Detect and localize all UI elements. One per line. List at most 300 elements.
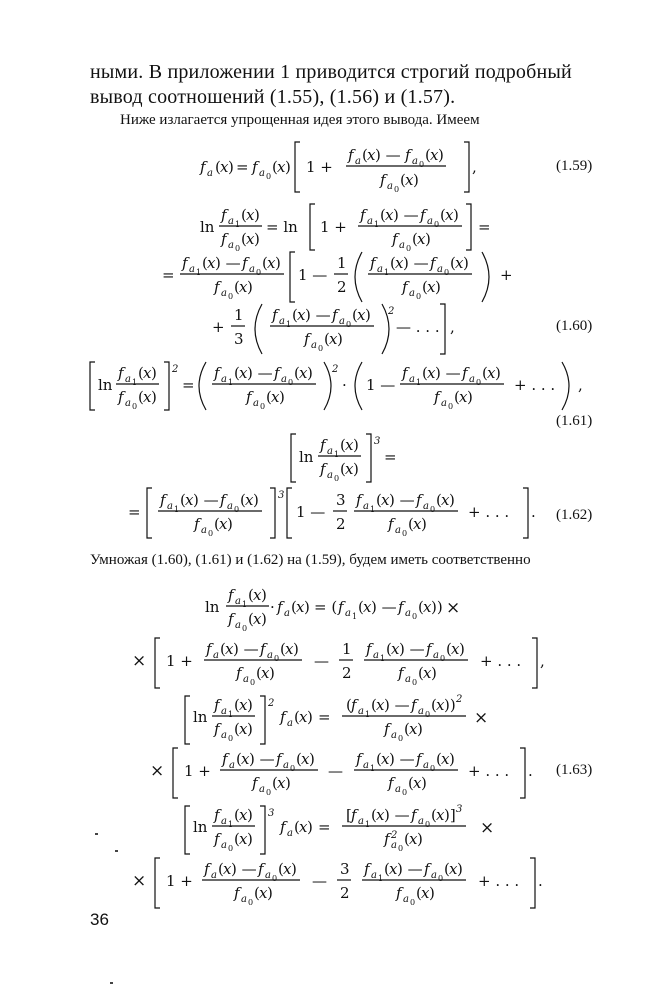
svg-text:(: ( [422, 364, 428, 382]
svg-text:3: 3 [278, 490, 285, 501]
svg-text:x: x [329, 330, 338, 348]
svg-text:ln: ln [299, 448, 314, 466]
svg-text:= ln: = ln [266, 218, 298, 236]
svg-text:a: a [327, 470, 333, 481]
svg-text:f: f [252, 774, 258, 792]
svg-text:(: ( [418, 598, 424, 616]
svg-text:ln: ln [205, 598, 220, 616]
svg-text:0: 0 [412, 678, 418, 687]
svg-text:1 +: 1 + [184, 762, 211, 780]
svg-text:f: f [380, 171, 386, 189]
svg-text:): ) [151, 364, 157, 382]
svg-text:x: x [445, 206, 454, 224]
svg-text:) —: ) — [397, 860, 423, 878]
svg-text:): ) [431, 664, 437, 682]
svg-text:) —: ) — [371, 598, 397, 616]
svg-text:0: 0 [290, 764, 296, 773]
svg-text:0: 0 [448, 402, 454, 411]
svg-text:x: x [261, 664, 270, 682]
svg-text:1: 1 [234, 306, 244, 324]
svg-text:1: 1 [342, 640, 352, 658]
svg-text:): ) [228, 158, 234, 176]
svg-text:): ) [285, 158, 291, 176]
svg-text:1: 1 [132, 378, 138, 387]
svg-text:a: a [221, 816, 227, 827]
svg-text:0: 0 [346, 320, 352, 329]
svg-text:ln: ln [193, 708, 208, 726]
svg-text:(: ( [408, 774, 414, 792]
svg-text:a: a [284, 608, 290, 619]
svg-text:(: ( [214, 515, 220, 533]
svg-text:x: x [409, 830, 418, 848]
svg-text:): ) [279, 388, 285, 406]
svg-text:a: a [259, 168, 265, 179]
svg-text:) —: ) — [247, 364, 273, 382]
svg-text:): ) [254, 206, 260, 224]
svg-text:(: ( [418, 664, 424, 682]
svg-text:(: ( [390, 254, 396, 272]
svg-text:2: 2 [332, 364, 339, 375]
svg-text:1: 1 [370, 505, 376, 514]
svg-text:1: 1 [374, 220, 380, 229]
svg-text:(: ( [220, 640, 226, 658]
svg-text:x: x [225, 640, 234, 658]
svg-text:): ) [253, 491, 259, 509]
svg-text:a: a [418, 816, 424, 827]
svg-text:1: 1 [174, 505, 180, 514]
svg-text:a: a [377, 264, 383, 275]
svg-text:f: f [214, 830, 220, 848]
equation-1-60 [162, 204, 513, 354]
svg-text:0: 0 [250, 678, 256, 687]
svg-text:(: ( [384, 860, 390, 878]
svg-text:[: [ [346, 806, 352, 824]
svg-text:f: f [320, 460, 326, 478]
svg-text:)]: )] [444, 806, 456, 824]
svg-text:x: x [413, 774, 422, 792]
svg-text:): ) [337, 330, 343, 348]
svg-text:a: a [363, 501, 369, 512]
svg-text:x: x [455, 254, 464, 272]
svg-text:×: × [132, 871, 147, 891]
svg-text:a: a [221, 840, 227, 851]
svg-text:f: f [364, 860, 370, 878]
svg-text:x: x [143, 364, 152, 382]
svg-text:x: x [451, 640, 460, 658]
svg-text:a: a [259, 784, 265, 795]
svg-text:x: x [223, 860, 232, 878]
svg-text:f: f [384, 720, 390, 738]
svg-text:a: a [405, 674, 411, 685]
svg-text:(: ( [296, 750, 302, 768]
svg-text:x: x [405, 171, 414, 189]
svg-text:f: f [416, 750, 422, 768]
svg-text:(: ( [278, 860, 284, 878]
svg-text:f: f [252, 158, 258, 176]
svg-text:(: ( [454, 388, 460, 406]
svg-text:)): )) [431, 598, 443, 616]
svg-text:x: x [413, 515, 422, 533]
text-line-2: вывод соотношений (1.55), (1.56) и (1.57). [90, 86, 456, 108]
svg-text:0: 0 [228, 292, 234, 301]
svg-text:x: x [421, 884, 430, 902]
svg-text:f: f [392, 230, 398, 248]
svg-text:(: ( [340, 460, 346, 478]
svg-text:x: x [357, 306, 366, 324]
svg-text:(: ( [436, 750, 442, 768]
svg-text:a: a [339, 316, 345, 327]
svg-text:(: ( [412, 230, 418, 248]
svg-text:a: a [228, 216, 234, 227]
svg-text:x: x [246, 230, 255, 248]
svg-text:0: 0 [425, 820, 431, 829]
svg-text:a: a [441, 398, 447, 409]
svg-text:(: ( [371, 806, 377, 824]
svg-text:2: 2 [456, 694, 463, 705]
svg-text:ln: ln [200, 218, 215, 236]
svg-text:) —: ) — [403, 254, 429, 272]
svg-text:1: 1 [384, 268, 390, 277]
svg-text:1 +: 1 + [306, 158, 333, 176]
svg-text:=: = [182, 376, 195, 394]
svg-text:=: = [318, 818, 331, 836]
svg-text:x: x [245, 491, 254, 509]
svg-text:.: . [538, 872, 543, 890]
svg-text:f: f [388, 774, 394, 792]
svg-text:f: f [214, 364, 220, 382]
svg-text:(: ( [138, 388, 144, 406]
svg-text:+: + [500, 266, 513, 284]
svg-text:f: f [228, 586, 234, 604]
svg-text:x: x [423, 598, 432, 616]
svg-text:): ) [261, 610, 267, 628]
svg-text:f: f [242, 254, 248, 272]
svg-text:a: a [228, 240, 234, 251]
svg-text:x: x [219, 515, 228, 533]
svg-text:—: — [328, 762, 343, 780]
svg-text:) —: ) — [384, 806, 410, 824]
svg-text:x: x [299, 364, 308, 382]
svg-text:x: x [239, 806, 248, 824]
svg-text:): ) [291, 860, 297, 878]
svg-text:): ) [269, 664, 275, 682]
equation-number-1-62: (1.62) [556, 507, 593, 523]
svg-text:2: 2 [340, 884, 350, 902]
svg-text:f: f [214, 696, 220, 714]
svg-text:1: 1 [378, 874, 384, 883]
svg-text:(: ( [234, 720, 240, 738]
svg-text:=: = [128, 503, 141, 521]
svg-text:a: a [399, 240, 405, 251]
svg-text:0: 0 [334, 474, 340, 483]
svg-text:x: x [185, 491, 194, 509]
svg-text:f: f [411, 806, 417, 824]
svg-text:f: f [462, 364, 468, 382]
svg-text:x: x [296, 598, 305, 616]
svg-text:f: f [388, 515, 394, 533]
svg-text:a: a [437, 264, 443, 275]
svg-text:0: 0 [398, 734, 404, 743]
svg-text:(: ( [218, 860, 224, 878]
svg-text:a: a [201, 525, 207, 536]
svg-text:x: x [430, 146, 439, 164]
svg-text:(: ( [234, 806, 240, 824]
svg-text:f: f [220, 491, 226, 509]
svg-text:2: 2 [388, 306, 395, 317]
equation-1-63 [132, 586, 545, 908]
svg-text:,: , [450, 318, 455, 336]
svg-text:(: ( [482, 364, 488, 382]
svg-text:=: = [384, 448, 397, 466]
svg-text:x: x [241, 750, 250, 768]
svg-text:3: 3 [340, 860, 350, 878]
svg-text:0: 0 [208, 529, 214, 538]
svg-text:a: a [358, 816, 364, 827]
svg-text:): ) [467, 388, 473, 406]
svg-text:(: ( [446, 640, 452, 658]
svg-text:×: × [474, 708, 489, 728]
svg-text:f: f [276, 750, 282, 768]
svg-text:x: x [436, 696, 445, 714]
svg-text:3: 3 [234, 330, 244, 348]
svg-text:0: 0 [318, 344, 324, 353]
svg-text:f: f [411, 696, 417, 714]
svg-text:) —: ) — [231, 860, 257, 878]
svg-text:a: a [395, 525, 401, 536]
svg-text:+ . . .: + . . . [468, 762, 510, 780]
svg-text:(: ( [256, 664, 262, 682]
svg-text:0: 0 [266, 788, 272, 797]
svg-text:0: 0 [419, 160, 425, 169]
svg-text:a: a [327, 446, 333, 457]
svg-text:0: 0 [274, 654, 280, 663]
svg-text:(: ( [138, 364, 144, 382]
svg-text:) —: ) — [249, 750, 275, 768]
svg-text:a: a [358, 706, 364, 717]
svg-text:(: ( [272, 158, 278, 176]
svg-text:x: x [427, 364, 436, 382]
svg-text:a: a [431, 870, 437, 881]
svg-text:x: x [441, 750, 450, 768]
svg-text:+ . . .: + . . . [480, 652, 522, 670]
svg-text:(: ( [425, 146, 431, 164]
svg-text:f: f [118, 388, 124, 406]
svg-text:x: x [363, 598, 372, 616]
svg-text:ln: ln [98, 376, 113, 394]
equation-number-1-60: (1.60) [556, 318, 593, 334]
svg-text:(: ( [362, 146, 368, 164]
svg-text:a: a [345, 608, 351, 619]
svg-text:f: f [280, 708, 286, 726]
svg-text:(: ( [240, 491, 246, 509]
svg-text:x: x [253, 586, 262, 604]
svg-text:2: 2 [172, 364, 179, 375]
svg-text:(: ( [431, 696, 437, 714]
svg-text:0: 0 [440, 654, 446, 663]
svg-text:a: a [373, 650, 379, 661]
svg-text:a: a [391, 840, 397, 851]
svg-text:a: a [221, 730, 227, 741]
svg-text:1: 1 [242, 600, 248, 609]
svg-text:a: a [125, 398, 131, 409]
svg-text:(: ( [241, 230, 247, 248]
svg-text:1 —: 1 — [296, 503, 326, 521]
svg-text:x: x [239, 696, 248, 714]
svg-text:(: ( [180, 491, 186, 509]
equation-1-59 [199, 142, 477, 194]
svg-text:0: 0 [260, 402, 266, 411]
svg-text:·: · [342, 376, 347, 394]
svg-text:.: . [531, 503, 536, 521]
svg-text:): ) [285, 774, 291, 792]
svg-text:1 —: 1 — [298, 266, 328, 284]
svg-text:a: a [211, 870, 217, 881]
svg-text:1: 1 [416, 378, 422, 387]
svg-text:): ) [417, 720, 423, 738]
svg-text:2: 2 [391, 830, 398, 841]
svg-text:): ) [425, 230, 431, 248]
svg-text:x: x [271, 388, 280, 406]
svg-text:f: f [206, 640, 212, 658]
svg-text:a: a [125, 374, 131, 385]
svg-text:3: 3 [268, 808, 275, 819]
svg-text:f: f [246, 388, 252, 406]
svg-text:x: x [239, 364, 248, 382]
svg-text:x: x [367, 146, 376, 164]
svg-text:1 +: 1 + [320, 218, 347, 236]
scan-speck [110, 982, 113, 984]
svg-text:,: , [540, 652, 545, 670]
svg-text:) —: ) — [375, 146, 401, 164]
svg-text:a: a [371, 870, 377, 881]
svg-text:x: x [376, 806, 385, 824]
svg-text:(: ( [262, 254, 268, 272]
svg-text:0: 0 [398, 844, 404, 853]
svg-text:x: x [239, 720, 248, 738]
svg-text:(: ( [371, 696, 377, 714]
svg-text:a: a [423, 760, 429, 771]
svg-text:f: f [405, 146, 411, 164]
svg-text:(: ( [450, 254, 456, 272]
svg-text:x: x [259, 884, 268, 902]
svg-text:f: f [348, 146, 354, 164]
svg-text:(: ( [376, 750, 382, 768]
svg-text:(: ( [291, 598, 297, 616]
svg-text:a: a [265, 870, 271, 881]
svg-text:1: 1 [228, 710, 234, 719]
svg-text:(: ( [234, 696, 240, 714]
svg-text:)): )) [444, 696, 456, 714]
svg-text:x: x [277, 158, 286, 176]
svg-text:f: f [277, 598, 283, 616]
svg-text:x: x [381, 491, 390, 509]
page-number: 36 [90, 910, 109, 929]
svg-text:f: f [222, 750, 228, 768]
svg-text:= (: = ( [314, 598, 338, 616]
svg-text:(: ( [404, 830, 410, 848]
svg-text:): ) [247, 806, 253, 824]
svg-text:—: — [314, 652, 329, 670]
svg-text:a: a [229, 760, 235, 771]
svg-text:) —: ) — [389, 750, 415, 768]
svg-text:,: , [578, 376, 583, 394]
svg-text:f: f [360, 206, 366, 224]
svg-text:x: x [449, 860, 458, 878]
equation-number-1-63: (1.63) [556, 762, 593, 778]
svg-text:x: x [220, 158, 229, 176]
svg-text:x: x [143, 388, 152, 406]
svg-text:x: x [436, 806, 445, 824]
svg-text:0: 0 [425, 710, 431, 719]
svg-text:x: x [267, 254, 276, 272]
svg-text:f: f [194, 515, 200, 533]
svg-text:): ) [151, 388, 157, 406]
svg-text:) —: ) — [384, 696, 410, 714]
svg-text:(: ( [280, 640, 286, 658]
svg-text:): ) [307, 818, 313, 836]
svg-text:f: f [356, 491, 362, 509]
svg-text:) —: ) — [389, 491, 415, 509]
svg-text:0: 0 [132, 402, 138, 411]
svg-text:(: ( [292, 306, 298, 324]
svg-text:): ) [453, 206, 459, 224]
svg-text:a: a [469, 374, 475, 385]
svg-text:1: 1 [196, 268, 202, 277]
svg-text:x: x [301, 750, 310, 768]
svg-text:(: ( [358, 598, 364, 616]
svg-text:a: a [387, 181, 393, 192]
svg-text:3: 3 [456, 804, 463, 815]
svg-text:f: f [228, 610, 234, 628]
svg-text:(: ( [444, 860, 450, 878]
svg-text:(: ( [400, 171, 406, 189]
svg-text:f: f [402, 364, 408, 382]
svg-text:): ) [267, 884, 273, 902]
svg-text:f: f [430, 254, 436, 272]
equation-1-61 [90, 362, 583, 411]
svg-text:a: a [207, 168, 213, 179]
svg-text:): ) [435, 278, 441, 296]
svg-text:): ) [495, 364, 501, 382]
svg-text:) —: ) — [233, 640, 259, 658]
svg-text:(: ( [294, 364, 300, 382]
svg-text:0: 0 [242, 624, 248, 633]
svg-text:f: f [420, 206, 426, 224]
svg-text:f: f [182, 254, 188, 272]
svg-text:(: ( [294, 818, 300, 836]
svg-text:x: x [299, 708, 308, 726]
svg-text:x: x [297, 306, 306, 324]
svg-text:0: 0 [228, 844, 234, 853]
svg-text:): ) [449, 750, 455, 768]
svg-text:0: 0 [412, 612, 418, 621]
svg-text:0: 0 [256, 268, 262, 277]
svg-text:x: x [345, 436, 354, 454]
svg-text:0: 0 [416, 292, 422, 301]
svg-text:a: a [418, 706, 424, 717]
svg-text:·: · [270, 598, 275, 616]
svg-text:=: = [236, 158, 249, 176]
svg-text:a: a [189, 264, 195, 275]
text-line-1: ными. В приложении 1 приводится строгий подробный [90, 61, 572, 83]
svg-text:a: a [167, 501, 173, 512]
svg-text:a: a [355, 156, 361, 167]
svg-text:0: 0 [272, 874, 278, 883]
svg-text:f: f [160, 491, 166, 509]
svg-text:f: f [234, 884, 240, 902]
svg-text:x: x [427, 278, 436, 296]
svg-text:a: a [253, 398, 259, 409]
